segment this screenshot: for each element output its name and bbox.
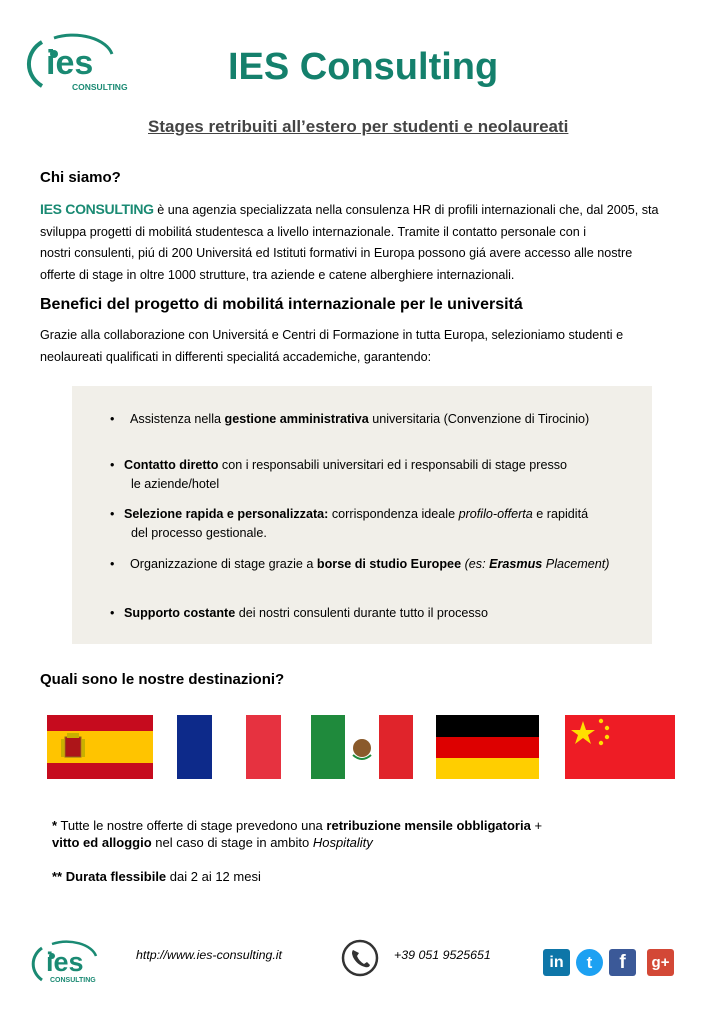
page-subtitle: Stages retribuiti all’estero per studenti e neolaureati [148,117,569,136]
benefits-paragraph [40,325,690,368]
note-text: Tutte le nostre offerte di stage prevedono una [57,818,327,833]
bullet-italic: (es: [461,557,490,571]
benefits-line-2: neolaureati qualificati in differenti specialitá accademiche, garantendo: [40,349,432,364]
france-flag [177,715,281,779]
logo [24,32,128,94]
list-item [110,604,488,623]
bullet-bold-italic: Erasmus [489,557,543,571]
logo-subtext: CONSULTING [50,977,96,984]
benefits-heading: Benefici del progetto di mobilitá internazionale per le universitá [40,296,523,313]
logo-text: ies [46,947,84,977]
bullet-text: e rapiditá [532,507,589,521]
note-italic: Hospitality [312,835,373,850]
note-star: * [52,818,58,833]
logo-text: ies [46,44,94,82]
bullet-text: corrispondenza ideale [328,507,459,521]
linkedin-icon[interactable]: in [543,949,570,976]
website-link[interactable]: http://www.ies-consulting.it [136,948,282,962]
spain-flag [47,715,153,779]
bullet-glyph: • [110,412,115,426]
destinations-heading: Quali sono le nostre destinazioni? [40,671,285,688]
twitter-icon[interactable]: t [576,949,603,976]
bullet-bold: Contatto diretto [124,458,219,472]
benefits-box [72,386,652,644]
bullet-text: dei nostri consulenti durante tutto il processo [235,606,488,620]
note-bold: retribuzione mensile obbligatoria [326,818,531,833]
list-item [110,505,589,543]
phone-icon [341,939,379,977]
bullet-italic: profilo-offerta [458,507,533,521]
facebook-icon[interactable]: f [609,949,636,976]
bullet-glyph: • [110,557,115,571]
germany-flag [436,715,539,779]
phone-number: +39 051 9525651 [394,948,491,962]
note-text: + [530,818,543,833]
page-title: IES Consulting [228,46,499,88]
list-item [110,456,568,494]
note-text: dai 2 ai 12 mesi [166,869,261,884]
bullet-italic: Placement) [542,557,610,571]
note-star: ** [52,869,63,884]
logo-subtext: CONSULTING [72,82,128,92]
note-bold: vitto ed alloggio [52,835,152,850]
bullet-glyph: • [110,507,115,521]
note-duration [52,868,261,885]
about-line-2: sviluppa progetti di mobilitá studentesca a livello internazionale. Tramite il contatto personale con i [40,224,587,239]
bullet-bold: gestione amministrativa [224,412,369,426]
about-paragraph [40,199,690,286]
bullet-bold: Supporto costante [124,606,236,620]
about-line-3: nostri consulenti, piú di 200 Universitá ed Istituti formativi in Europa possono giá avere accesso alle nostre [40,246,633,260]
benefits-line-1: Grazie alla collaborazione con Universitá e Centri di Formazione in tutta Europa, selezioniamo studenti e [40,328,624,342]
bullet-text: con i responsabili universitari ed i responsabili di stage presso [218,458,568,472]
bullet-text: Organizzazione di stage grazie a [130,557,317,571]
bullet-text: Assistenza nella [130,412,225,426]
list-item [110,555,610,574]
list-item [110,410,590,429]
bullet-bold: Selezione rapida e personalizzata: [124,507,329,521]
bullet-glyph: • [110,458,115,472]
about-line-1: è una agenzia specializzata nella consulenza HR di profili internazionali che, dal 2005, sta [153,203,659,217]
bullet-text: del processo gestionale. [131,526,267,540]
note-bold: Durata flessibile [62,869,167,884]
bullet-text: le aziende/hotel [131,477,220,491]
about-heading: Chi siamo? [40,169,121,186]
googleplus-icon[interactable]: g+ [647,949,674,976]
brand-name: IES CONSULTING [40,201,154,217]
mexico-flag [311,715,413,779]
footer-logo [30,940,110,988]
note-salary [52,817,682,851]
note-text: nel caso di stage in ambito [151,835,313,850]
bullet-text: universitaria (Convenzione di Tirocinio) [368,412,590,426]
china-flag [565,715,675,779]
bullet-bold: borse di studio Europee [316,557,462,571]
about-line-4: offerte di stage in oltre 1000 strutture, tra aziende e catene alberghiere internazionali. [40,267,515,282]
bullet-glyph: • [110,606,115,620]
